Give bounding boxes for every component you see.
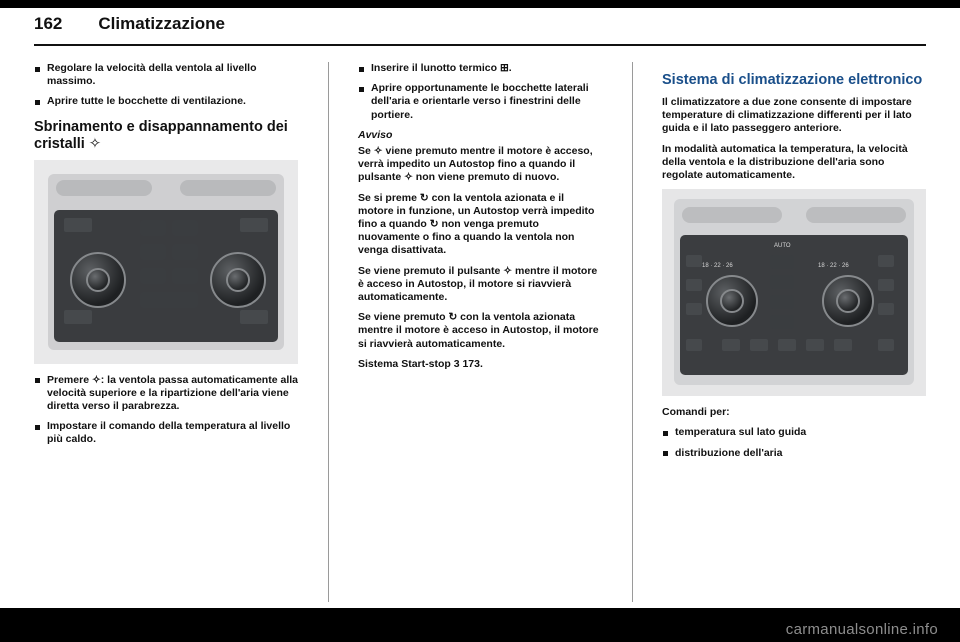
note-label: Avviso: [358, 128, 393, 141]
list-item: Impostare il comando della temperatura al livello più caldo.: [34, 420, 298, 446]
list-item: Inserire il lunotto termico ⊞.: [358, 62, 602, 75]
page-header: [34, 14, 926, 34]
section-heading-electronic-climate: Sistema di climatizzazione elettronico: [662, 72, 923, 88]
list-item: Regolare la velocità della ventola al livello massimo.: [34, 62, 298, 88]
section-heading-defrost: Sbrinamento e disappannamento dei cristalli ✧: [34, 118, 288, 152]
chapter-title: Climatizzazione: [98, 14, 225, 33]
climate-control-panel-manual: [34, 160, 298, 364]
note-paragraph: Se si preme ↻ con la ventola azionata e il motore in funzione, un Autostop verrà impedito fino a quando ↻ non venga premuto nuovamente o fino a quando la ventola non venga disattivata.: [358, 191, 595, 257]
note-paragraph: Se viene premuto il pulsante ✧ mentre il motore è acceso in Autostop, il motore si riavvierà automaticamente.: [358, 264, 598, 304]
list-item: Aprire opportunamente le bocchette laterali dell'aria e orientarle verso i finestrini delle portiere.: [358, 82, 602, 122]
defrost-icon: ✧: [88, 135, 101, 152]
controls-intro: Comandi per:: [662, 406, 730, 419]
note-paragraph: Se viene premuto ↻ con la ventola azionata mentre il motore è acceso in Autostop, il motore si riavvierà automaticamente.: [358, 311, 599, 350]
body-paragraph: Il climatizzatore a due zone consente di impostare temperature di climatizzazione differenti per il lato guida e il lato passeggero anteriore.: [662, 96, 912, 135]
column-divider: [632, 62, 633, 602]
page-top-band: [0, 0, 960, 8]
header-rule: [34, 44, 926, 46]
temperature-scale-left: 18 · 22 · 26: [702, 263, 733, 270]
column-one: [34, 62, 298, 602]
list-item: distribuzione dell'aria: [662, 447, 926, 460]
cross-reference: Sistema Start-stop 3 173.: [358, 357, 483, 370]
column-two: [328, 62, 602, 602]
page-footer: [0, 608, 960, 642]
page-number: 162: [34, 14, 63, 33]
temperature-scale-right: 18 · 22 · 26: [818, 263, 849, 270]
list-item: Aprire tutte le bocchette di ventilazione.: [34, 95, 298, 108]
auto-label: AUTO: [774, 243, 791, 250]
page-columns: [34, 62, 926, 602]
electronic-climate-control-panel: [662, 189, 926, 396]
body-paragraph: In modalità automatica la temperatura, la velocità della ventola e la distribuzione dell'aria sono regolate automaticamente.: [662, 142, 908, 182]
column-divider: [328, 62, 329, 602]
list-item: temperatura sul lato guida: [662, 426, 926, 439]
column-three: [632, 62, 926, 602]
list-item: Premere ✧: la ventola passa automaticamente alla velocità superiore e la ripartizione dell'aria viene diretta verso il parabrezza.: [34, 374, 298, 414]
note-paragraph: Se ✧ viene premuto mentre il motore è acceso, verrà impedito un Autostop fino a quando il pulsante ✧ non viene premuto di nuovo.: [358, 145, 593, 184]
watermark: carmanualsonline.info: [785, 621, 938, 638]
